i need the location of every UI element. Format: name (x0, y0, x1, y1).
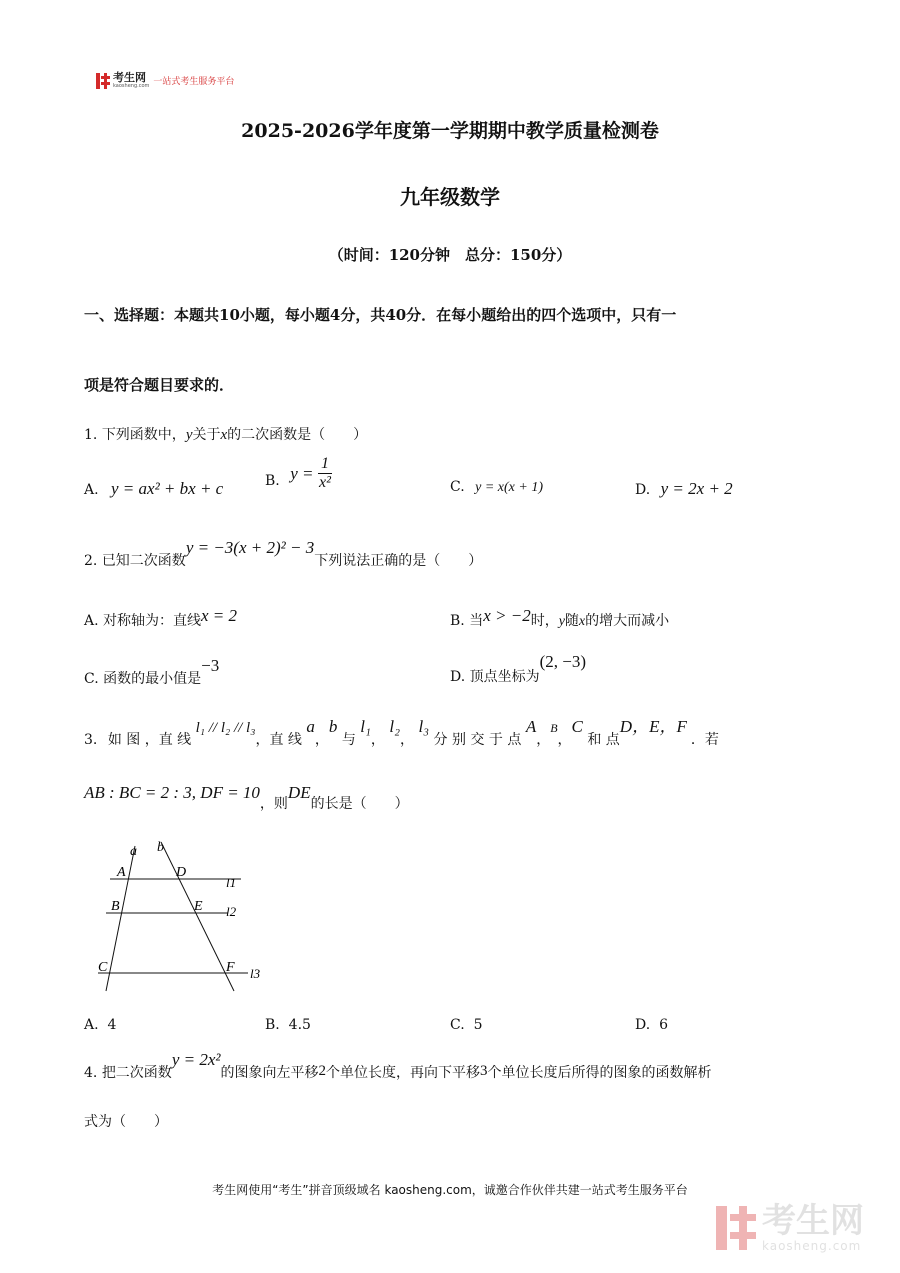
label-E: E (194, 899, 203, 914)
q2-option-b: B. 当x > −2时，y随x的增大而减小 (450, 606, 670, 629)
section-heading-line1: 一、选择题：本题共10小题，每小题4分，共40分．在每小题给出的四个选项中，只有一 (84, 306, 677, 324)
question-4-stem-line2: 式为（ ） (84, 1114, 168, 1130)
q3-option-c: C. 5 (450, 1017, 483, 1033)
label-F: F (226, 960, 235, 975)
question-3-stem-line2: AB : BC = 2 : 3, DF = 10，则DE的长是（ ） (84, 783, 409, 812)
q2-option-d: D. 顶点坐标为(2, −3) (450, 652, 587, 685)
logo-url: kaosheng.com (113, 83, 150, 89)
label-A: A (117, 865, 126, 880)
watermark-url: kaosheng.com (762, 1239, 862, 1253)
q3-option-a: A. 4 (84, 1017, 117, 1033)
label-l3: l3 (250, 966, 261, 981)
kaosheng-watermark-icon (716, 1206, 756, 1250)
question-3-stem-line1: 3. 如 图 ，直 线 l₁ // l₂ // l₃，直 线 a，b 与 l₁， l₂， l₃ 分 别 交 于 点 A，B，C 和 点D，E，F．若 (84, 717, 719, 748)
label-b: b (157, 840, 164, 855)
q3-option-d: D. 6 (635, 1017, 669, 1033)
header-logo (96, 72, 234, 89)
line-b (161, 842, 237, 991)
label-l2: l2 (226, 904, 237, 919)
q1-option-d: D. y = 2x + 2 (635, 479, 733, 498)
q1-option-a: A. y = ax² + bx + c (84, 479, 224, 498)
q3-figure (96, 836, 266, 996)
q1-option-b: B. y = $\frac{1}{\text{x²}}$ (265, 455, 331, 491)
exam-subtitle: 九年级数学 (400, 185, 500, 209)
exam-info: （时间：120分钟 总分：150分） (328, 246, 572, 264)
logo-name: 考生网 (113, 71, 146, 84)
question-1-stem: 1. 下列函数中，y关于x的二次函数是（ ） (84, 427, 368, 443)
q1-option-c: C. y = x(x + 1) (450, 479, 543, 495)
label-B: B (111, 899, 120, 914)
label-l1: l1 (226, 875, 237, 890)
q2-option-c: C. 函数的最小值是−3 (84, 656, 220, 687)
watermark-name: 考生网 (762, 1201, 864, 1241)
kaosheng-logo-icon (96, 73, 110, 89)
q2-option-a: A. 对称轴为：直线x = 2 (84, 606, 238, 629)
watermark (716, 1203, 864, 1253)
q3-option-b: B. 4.5 (265, 1017, 311, 1033)
question-2-stem: 2. 已知二次函数y = −3(x + 2)² − 3下列说法正确的是（ ） (84, 538, 483, 569)
exam-title: 2025-2026学年度第一学期期中教学质量检测卷 (241, 120, 659, 142)
question-4-stem-line1: 4. 把二次函数y = 2x²的图象向左平移2个单位长度，再向下平移3个单位长度后所得的图象的函数解析 (84, 1050, 712, 1081)
label-a: a (130, 844, 137, 859)
label-D: D (176, 865, 187, 880)
logo-slogan: 一站式考生服务平台 (153, 77, 235, 87)
page-footer: 考生网使用“考生”拼音顶级域名 kaosheng.com，诚邀合作伙伴共建一站式考生服务平台 (212, 1183, 688, 1197)
label-C: C (98, 960, 108, 975)
section-heading-line2: 项是符合题目要求的． (84, 376, 235, 394)
